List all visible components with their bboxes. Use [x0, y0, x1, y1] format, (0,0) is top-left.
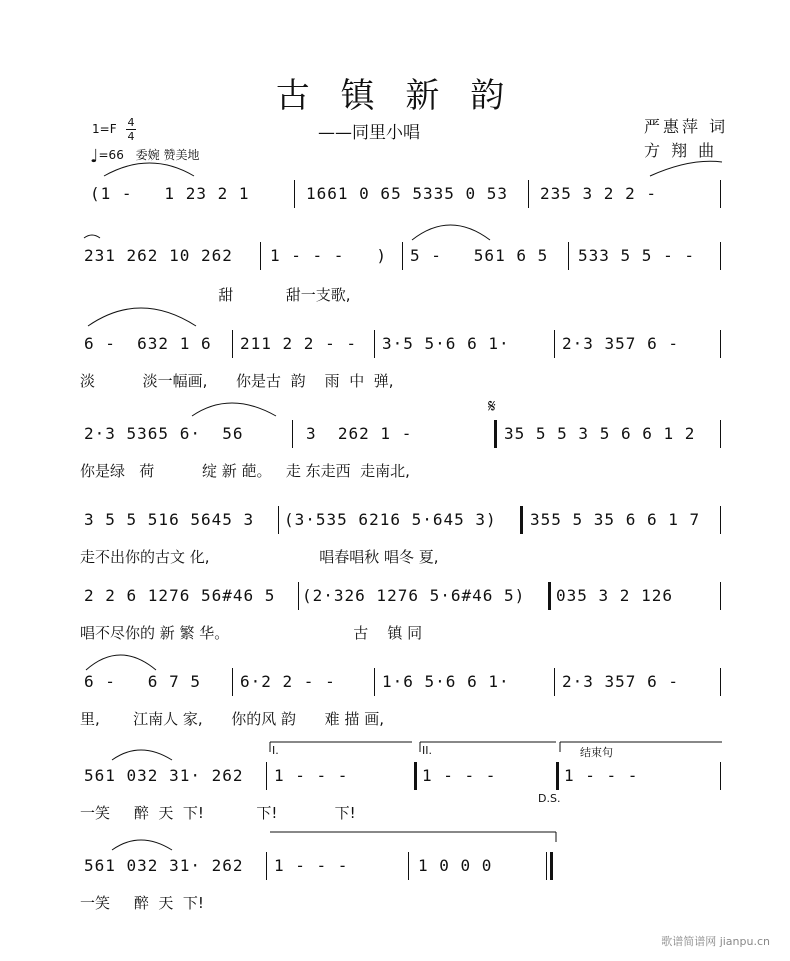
lyric-line-3: 淡 淡一幅画, 你是古 韵 雨 中 弹,: [80, 372, 394, 390]
slur-arc: [112, 840, 172, 850]
slur-arc: [412, 225, 490, 240]
measure-group: 2·3 357 6 -: [562, 334, 679, 353]
measure-group: 35 5 5 3 5 6 6 1 2: [504, 424, 696, 443]
segno-sign: 𝄋: [488, 396, 496, 417]
composer-credit: 方 翔 曲: [644, 141, 718, 160]
song-subtitle: ——同里小唱: [318, 123, 420, 143]
measure-group: 2·3 357 6 -: [562, 672, 679, 691]
song-title: 古 镇 新 韵: [275, 76, 515, 116]
slur-arc: [112, 750, 172, 760]
slur-arc: [104, 163, 194, 176]
measure-group: 6 - 632 1 6: [84, 334, 212, 353]
measure-group: 561 032 31· 262: [84, 766, 244, 785]
lyric-line-7: 里, 江南人 家, 你的风 韵 难 描 画,: [80, 710, 384, 728]
slur-arc: [650, 161, 722, 176]
measure-group: 1 - - - ): [270, 246, 387, 265]
measure-group: 235 3 2 2 -: [540, 184, 657, 203]
slur-arc: [88, 308, 196, 326]
measure-group: 533 5 5 - -: [578, 246, 695, 265]
measure-group: 1 - - -: [422, 766, 497, 785]
lyric-line-9: 一笑 醉 天 下!: [80, 894, 204, 912]
expression-marking: 委婉 赞美地: [135, 148, 200, 162]
measure-group: 2 2 6 1276 56#46 5: [84, 586, 276, 605]
measure-group: 1661 0 65 5335 0 53: [306, 184, 509, 203]
watermark: 歌谱简谱网 jianpu.cn: [661, 935, 770, 948]
measure-group: 561 032 31· 262: [84, 856, 244, 875]
slur-arc: [84, 235, 100, 238]
measure-group: 1 - - -: [274, 766, 349, 785]
measure-group: 3 262 1 -: [306, 424, 413, 443]
measure-group: 231 262 10 262: [84, 246, 233, 265]
time-signature-bottom: 4: [127, 130, 135, 143]
quarter-note-icon: ♩: [90, 146, 99, 167]
volta-2-label: II.: [422, 744, 432, 757]
measure-group: 6 - 6 7 5: [84, 672, 201, 691]
ending-label: 结束句: [580, 746, 613, 759]
measure-group: 1 - - -: [564, 766, 639, 785]
measure-group: (2·326 1276 5·6#46 5): [302, 586, 526, 605]
lyricist-credit: 严惠萍 词: [644, 117, 729, 136]
measure-group: (3·535 6216 5·645 3): [284, 510, 497, 529]
lyric-line-8: 一笑 醉 天 下! 下! 下!: [80, 804, 356, 822]
tempo-value: =66: [98, 148, 124, 162]
measure-group: 6·2 2 - -: [240, 672, 336, 691]
measure-group: 1 0 0 0: [418, 856, 493, 875]
lyric-line-2: 甜 甜一支歌,: [80, 286, 351, 304]
measure-group: 035 3 2 126: [556, 586, 673, 605]
lyric-line-6: 唱不尽你的 新 繁 华。 古 镇 同: [80, 624, 423, 642]
measure-group: (1 - 1 23 2 1: [90, 184, 250, 203]
lyric-line-4: 你是绿 荷 绽 新 葩。 走 东走西 走南北,: [80, 462, 410, 480]
measure-group: 2·3 5365 6· 56: [84, 424, 244, 443]
measure-group: 1 - - -: [274, 856, 349, 875]
slur-arc: [192, 403, 276, 416]
measure-group: 355 5 35 6 6 1 7: [530, 510, 701, 529]
lyric-line-5: 走不出你的古文 化, 唱春唱秋 唱冬 夏,: [80, 548, 439, 566]
key-signature: 1=F: [92, 122, 117, 136]
slur-arc: [86, 655, 156, 670]
time-signature-top: 4: [127, 116, 135, 129]
measure-group: 1·6 5·6 6 1·: [382, 672, 510, 691]
ds-marking: D.S.: [538, 792, 561, 805]
volta-1-label: I.: [272, 744, 279, 757]
measure-group: 3 5 5 516 5645 3: [84, 510, 255, 529]
measure-group: 5 - 561 6 5: [410, 246, 549, 265]
measure-group: 3·5 5·6 6 1·: [382, 334, 510, 353]
measure-group: 211 2 2 - -: [240, 334, 357, 353]
